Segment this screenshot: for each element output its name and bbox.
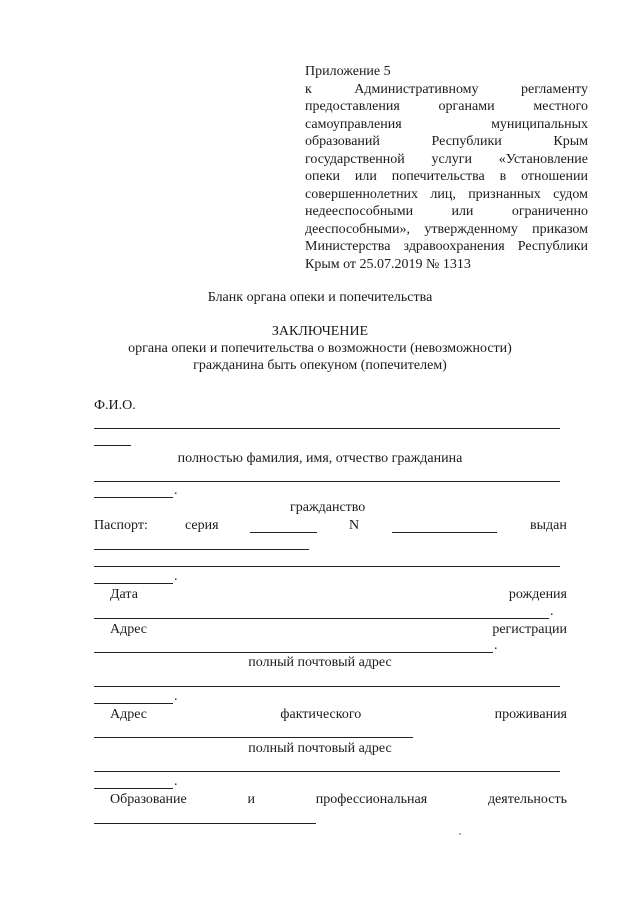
education-word: деятельность: [487, 792, 567, 807]
residence-hint: полный почтовый адрес: [248, 741, 392, 756]
passport-series-label: серия: [185, 518, 219, 533]
fio-field-line[interactable]: [94, 445, 131, 446]
citizenship-label: гражданство: [290, 500, 366, 515]
fio-field-line[interactable]: [94, 428, 560, 429]
scan-speck: [459, 833, 461, 835]
registration-field[interactable]: [94, 686, 560, 687]
passport-number-label: N: [349, 518, 360, 533]
field-period: .: [174, 774, 178, 789]
fio-field-line[interactable]: [94, 481, 560, 482]
appendix-line: недееспособными или ограниченно: [305, 204, 588, 219]
birth-date-word: Дата: [110, 587, 138, 602]
fio-label: Ф.И.О.: [94, 398, 136, 413]
passport-issued-label: выдан: [530, 518, 567, 533]
registration-field[interactable]: [94, 652, 493, 653]
fio-hint: полностью фамилия, имя, отчество гражданина: [177, 451, 463, 466]
appendix-line: к Административному регламенту: [305, 81, 588, 97]
passport-issued-field[interactable]: [94, 583, 173, 584]
appendix-line: предоставления органами местного: [305, 99, 588, 114]
residence-word: Адрес: [110, 707, 148, 722]
education-word: профессиональная: [315, 792, 428, 807]
birth-date-field[interactable]: [94, 618, 549, 619]
appendix-line: образований Республики Крым: [305, 134, 588, 149]
appendix-line: Министерства здравоохранения Республики: [305, 239, 588, 254]
residence-field[interactable]: [94, 737, 413, 738]
registration-hint: полный почтовый адрес: [248, 655, 392, 670]
residence-word: проживания: [494, 707, 567, 722]
appendix-line: Крым от 25.07.2019 № 1313: [305, 256, 471, 272]
birth-date-word: рождения: [508, 587, 567, 602]
passport-issued-field[interactable]: [94, 549, 309, 550]
residence-row: [110, 707, 567, 723]
blank-label: Бланк органа опеки и попечительства: [207, 290, 433, 305]
field-period: .: [550, 604, 554, 619]
passport-number-field[interactable]: [392, 532, 497, 533]
passport-label: Паспорт:: [94, 518, 148, 533]
residence-field[interactable]: [94, 771, 560, 772]
education-field[interactable]: [94, 823, 316, 824]
appendix-line: дееспособными», утвержденному приказом: [305, 221, 588, 237]
registration-row: [110, 622, 567, 638]
fio-field-line[interactable]: [94, 497, 173, 498]
birth-date-row: [110, 587, 567, 603]
registration-word: регистрации: [492, 622, 567, 637]
residence-word: фактического: [280, 707, 362, 722]
education-word: Образование: [110, 792, 187, 807]
field-period: .: [494, 638, 498, 653]
passport-issued-field[interactable]: [94, 566, 560, 567]
document-title: ЗАКЛЮЧЕНИЕ: [271, 324, 369, 339]
appendix-line: государственной услуги «Установление: [305, 151, 588, 167]
registration-field[interactable]: [94, 703, 173, 704]
appendix-header: [305, 63, 588, 273]
registration-word: Адрес: [110, 622, 148, 637]
document-subtitle: органа опеки и попечительства о возможности (невозможности): [128, 341, 512, 356]
education-word: и: [247, 792, 255, 807]
appendix-line: совершеннолетних лиц, признанных судом: [305, 186, 588, 202]
document-subtitle: гражданина быть опекуном (попечителем): [193, 358, 447, 373]
field-period: .: [174, 689, 178, 704]
appendix-line: опеки или попечительства в отношении: [305, 169, 588, 184]
field-period: .: [174, 483, 178, 498]
appendix-line: самоуправления муниципальных: [305, 116, 588, 132]
passport-series-field[interactable]: [250, 532, 317, 533]
appendix-line: Приложение 5: [305, 64, 391, 79]
residence-field[interactable]: [94, 788, 173, 789]
field-period: .: [174, 569, 178, 584]
education-row: [110, 792, 567, 808]
